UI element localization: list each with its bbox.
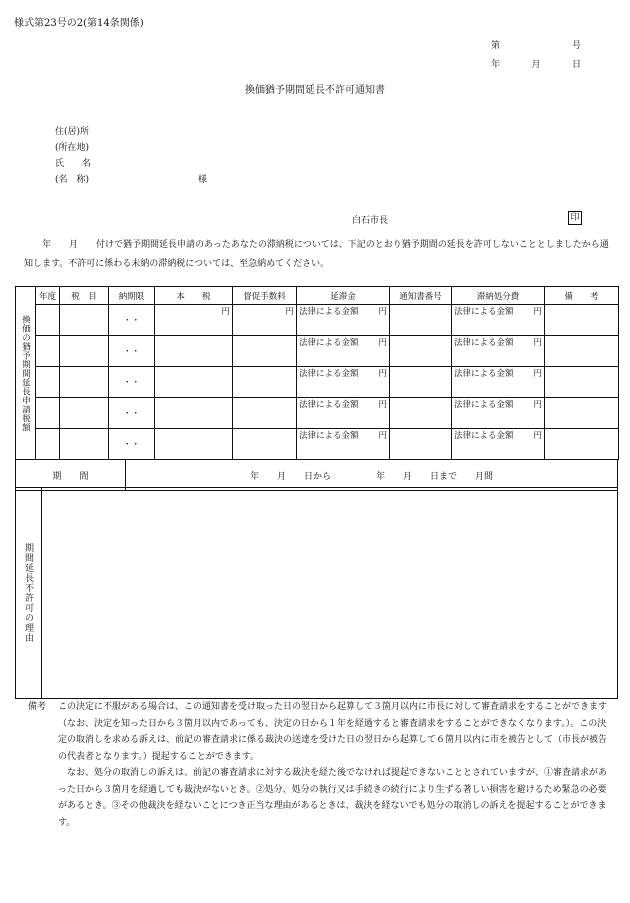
legal-amount-label: 法律による金額	[299, 369, 359, 379]
tax-item-cell	[60, 367, 109, 398]
period-label: 期 間	[16, 460, 126, 491]
date-year: 年	[491, 60, 501, 70]
table-row	[16, 336, 619, 367]
late-fee-cell	[297, 367, 390, 398]
date-month: 月	[531, 60, 541, 70]
reminder-fee-cell	[233, 429, 297, 460]
legal-amount-label: 法律による金額	[299, 307, 359, 317]
notes-section	[28, 699, 613, 831]
yen-unit: 円	[378, 338, 387, 348]
side-label: 換価の猶予期間延長申請税額	[16, 287, 36, 460]
header-due-date: 納期限	[109, 287, 155, 305]
legal-amount-label: 法律による金額	[454, 400, 514, 410]
residence-label: 住(居)所	[55, 127, 90, 137]
yen-unit: 円	[533, 369, 542, 379]
tax-item-cell	[60, 305, 109, 336]
legal-amount-label: 法律による金額	[454, 307, 514, 317]
yen-unit: 円	[533, 307, 542, 317]
remarks-cell	[545, 398, 619, 429]
tax-amount-table	[15, 286, 619, 460]
principal-cell	[155, 336, 233, 367]
legal-amount-label: 法律による金額	[299, 338, 359, 348]
late-fee-cell	[297, 429, 390, 460]
reminder-fee-cell	[233, 367, 297, 398]
header-tax-item: 税 目	[60, 287, 109, 305]
tax-item-cell	[60, 336, 109, 367]
notes-label: 備考	[28, 702, 47, 712]
remarks-cell	[545, 367, 619, 398]
name-label: 氏 名	[55, 159, 92, 169]
date-day: 日	[571, 60, 581, 70]
due-date-cell: ・・	[109, 305, 155, 336]
notice-number-cell	[390, 367, 452, 398]
corp-name-label: (名 称)	[55, 175, 90, 185]
notes-paragraph-2: なお、処分の取消しの訴えは、前記の審査請求に対する裁決を経た後でなければ提起できないこととされていますが、①審査請求があった日から３箇月を経過しても裁決がないとき。②処分、処分の執行又は手続きの続行により生ずる著しい損害を避けるため緊急の必要があるとき。③その他裁決を経ないことにつき正当な理由があるときは、裁決を経ないでも処分の取消しの訴えを提起することができます。	[58, 768, 608, 828]
legal-amount-label: 法律による金額	[299, 431, 359, 441]
due-date-cell: ・・	[109, 367, 155, 398]
disposition-cost-cell	[452, 398, 545, 429]
yen-unit: 円	[533, 338, 542, 348]
notice-number-cell	[390, 398, 452, 429]
notice-number-cell	[390, 336, 452, 367]
honorific: 様	[198, 175, 208, 185]
disposition-cost-cell	[452, 429, 545, 460]
legal-amount-label: 法律による金額	[454, 338, 514, 348]
remarks-cell	[545, 429, 619, 460]
reminder-fee-cell	[233, 398, 297, 429]
table-row	[16, 305, 619, 336]
disposition-cost-cell	[452, 305, 545, 336]
table-row	[16, 398, 619, 429]
principal-cell	[155, 429, 233, 460]
year-cell	[36, 429, 60, 460]
yen-unit: 円	[378, 400, 387, 410]
remarks-cell	[545, 336, 619, 367]
header-principal-tax: 本 税	[155, 287, 233, 305]
doc-no-suffix: 号	[571, 41, 581, 51]
due-date-cell: ・・	[109, 336, 155, 367]
table-row	[16, 429, 619, 460]
header-notice-number: 通知書番号	[390, 287, 452, 305]
reminder-fee-cell	[233, 336, 297, 367]
notes-paragraph-1: この決定に不服がある場合は、この通知書を受け取った日の翌日から起算して３箇月以内に市長に対して審査請求をすることができます（なお、決定を知った日から３箇月以内であっても、決定の日から１年を経過すると審査請求をすることができなくなります。）。この決定の取消しを求める訴えは、前記の審査請求に係る裁決の送達を受けた日の翌日から起算して６箇月以内に市を被告として（市長が被告の代表者となります。）提起することができます。	[58, 702, 608, 762]
disposition-cost-cell	[452, 336, 545, 367]
late-fee-cell	[297, 305, 390, 336]
seal-mark: 印	[568, 211, 582, 225]
document-title: 換価猶予期間延長不許可通知書	[245, 85, 385, 96]
notice-number-cell	[390, 429, 452, 460]
yen-unit: 円	[378, 307, 387, 317]
issue-date	[491, 57, 581, 70]
header-disposition-cost: 滞納処分費	[452, 287, 545, 305]
notice-number-cell	[390, 305, 452, 336]
issuer-name: 白石市長	[352, 216, 389, 226]
year-cell	[36, 398, 60, 429]
yen-unit: 円	[533, 431, 542, 441]
year-cell	[36, 367, 60, 398]
remarks-cell	[545, 305, 619, 336]
reminder-fee-cell: 円	[233, 305, 297, 336]
due-date-cell: ・・	[109, 429, 155, 460]
reason-table	[15, 487, 618, 699]
header-year: 年度	[36, 287, 60, 305]
disposition-cost-cell	[452, 367, 545, 398]
tax-item-cell	[60, 398, 109, 429]
yen-unit: 円	[533, 400, 542, 410]
reason-label: 期間延長不許可の理由	[16, 488, 42, 699]
table-row	[16, 367, 619, 398]
tax-item-cell	[60, 429, 109, 460]
yen-unit: 円	[378, 431, 387, 441]
late-fee-cell	[297, 398, 390, 429]
period-text: 年 月 日から 年 月 日まで 月間	[126, 460, 618, 491]
legal-amount-label: 法律による金額	[454, 369, 514, 379]
year-cell	[36, 305, 60, 336]
table-header-row	[16, 287, 619, 305]
doc-no-prefix: 第	[491, 41, 501, 51]
principal-cell	[155, 367, 233, 398]
legal-amount-label: 法律による金額	[454, 431, 514, 441]
header-reminder-fee: 督促手数料	[233, 287, 297, 305]
yen-unit: 円	[378, 369, 387, 379]
document-number	[491, 38, 581, 51]
principal-cell	[155, 398, 233, 429]
header-late-fee: 延滞金	[297, 287, 390, 305]
header-remarks: 備 考	[545, 287, 619, 305]
intro-text: 年 月 付けで猶予期間延長申請のあったあなたの滞納税については、下記のとおり猶予期間の延長を許可しないこととしましたから通知します。不許可に係わる未納の滞納税については、至急納めてください。	[24, 240, 609, 269]
year-cell	[36, 336, 60, 367]
reason-content	[42, 488, 618, 699]
form-id: 様式第23号の2(第14条関係)	[14, 18, 144, 29]
due-date-cell: ・・	[109, 398, 155, 429]
location-label: (所在地)	[55, 143, 90, 153]
principal-cell: 円	[155, 305, 233, 336]
late-fee-cell	[297, 336, 390, 367]
legal-amount-label: 法律による金額	[299, 400, 359, 410]
